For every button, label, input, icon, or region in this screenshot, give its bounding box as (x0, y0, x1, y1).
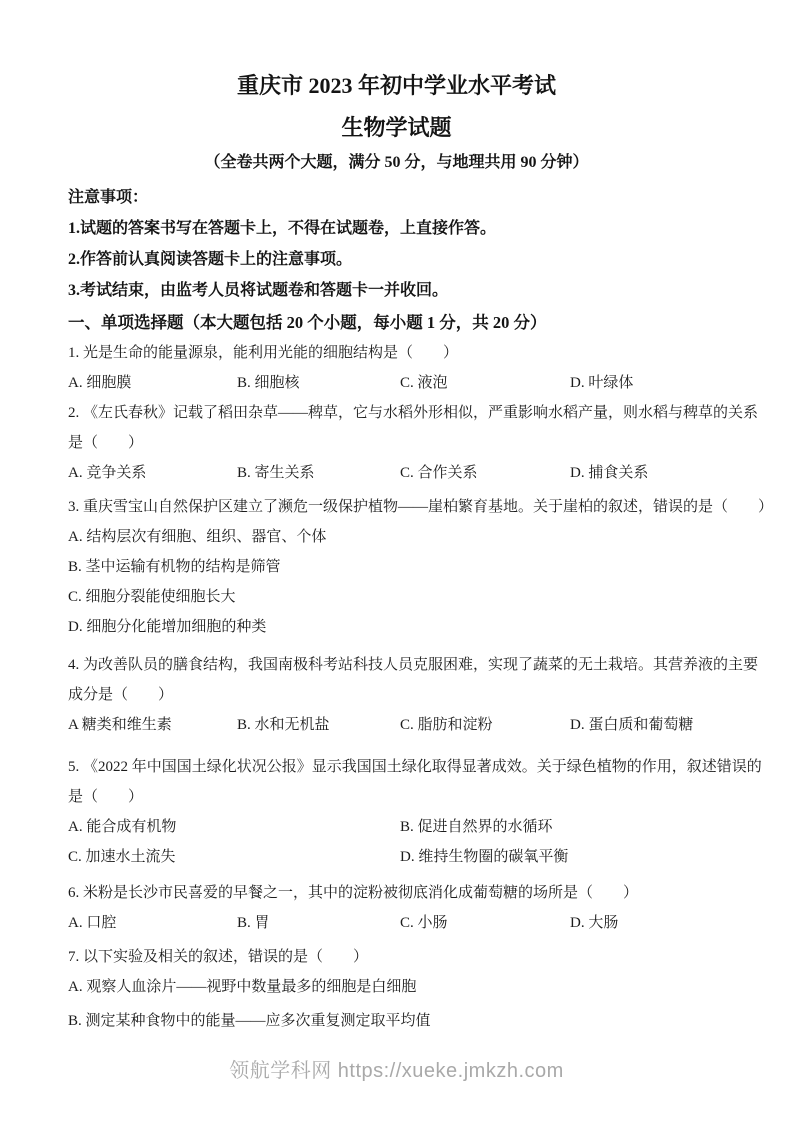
question-4-text-line-1: 4. 为改善队员的膳食结构，我国南极科考站科技人员克服困难，实现了蔬菜的无土栽培。其营养液的主要 (68, 657, 759, 673)
question-2-option-b: B. 寄生关系 (237, 465, 315, 481)
question-1-option-d: D. 叶绿体 (570, 375, 634, 391)
question-6-text: 6. 米粉是长沙市民喜爱的早餐之一，其中的淀粉被彻底消化成葡萄糖的场所是（ ） (68, 885, 639, 901)
question-4-option-a: A 糖类和维生素 (68, 717, 172, 733)
question-7-text: 7. 以下实验及相关的叙述，错误的是（ ） (68, 949, 369, 965)
question-1-option-a: A. 细胞膜 (68, 375, 132, 391)
question-7-option-b: B. 测定某种食物中的能量——应多次重复测定取平均值 (68, 1013, 431, 1029)
question-3-option-c: C. 细胞分裂能使细胞长大 (68, 589, 236, 605)
question-5-text-line-2: 是（ ） (68, 789, 144, 805)
question-4-option-d: D. 蛋白质和葡萄糖 (570, 717, 694, 733)
question-2-text-line-1: 2. 《左氏春秋》记载了稻田杂草——稗草，它与水稻外形相似，严重影响水稻产量，则水稻与稗草的关系 (68, 405, 759, 421)
question-2-option-d: D. 捕食关系 (570, 465, 649, 481)
question-1-options (68, 368, 733, 398)
question-1-text: 1. 光是生命的能量源泉，能利用光能的细胞结构是（ ） (68, 345, 459, 361)
question-2-option-c: C. 合作关系 (400, 465, 478, 481)
question-6-option-a: A. 口腔 (68, 915, 117, 931)
question-4-text-line-2: 成分是（ ） (68, 687, 174, 703)
notice-heading: 注意事项： (68, 189, 149, 206)
site-watermark: 领航学科网 https://xueke.jmkzh.com (229, 1060, 564, 1082)
question-5-option-d: D. 维持生物圈的碳氧平衡 (400, 849, 569, 865)
question-2-text-line-2: 是（ ） (68, 435, 144, 451)
exam-subject-title: 生物学试题 (341, 115, 452, 140)
question-1-option-c: C. 液泡 (400, 375, 448, 391)
question-6-option-b: B. 胃 (237, 915, 270, 931)
question-6-option-c: C. 小肠 (400, 915, 448, 931)
question-2-options (68, 458, 733, 488)
question-5-options-row-1 (68, 812, 733, 842)
question-5-option-c: C. 加速水土流失 (68, 849, 176, 865)
question-3-option-d: D. 细胞分化能增加细胞的种类 (68, 619, 267, 635)
question-5-option-a: A. 能合成有机物 (68, 819, 177, 835)
question-3-text: 3. 重庆雪宝山自然保护区建立了濒危一级保护植物——崖柏繁育基地。关于崖柏的叙述，错误的是（ ） (68, 499, 774, 515)
exam-title: 重庆市 2023 年初中学业水平考试 (236, 73, 556, 98)
question-1-option-b: B. 细胞核 (237, 375, 300, 391)
question-4-option-c: C. 脂肪和淀粉 (400, 717, 493, 733)
notice-item-2: 2.作答前认真阅读答题卡上的注意事项。 (68, 251, 353, 268)
question-6-options (68, 908, 733, 938)
question-4-option-b: B. 水和无机盐 (237, 717, 330, 733)
notice-item-3: 3.考试结束，由监考人员将试题卷和答题卡一并收回。 (68, 282, 449, 299)
question-5-option-b: B. 促进自然界的水循环 (400, 819, 553, 835)
question-3-option-b: B. 茎中运输有机物的结构是筛管 (68, 559, 281, 575)
section-1-heading: 一、单项选择题（本大题包括 20 个小题，每小题 1 分，共 20 分） (68, 313, 547, 332)
question-7-option-a: A. 观察人血涂片——视野中数量最多的细胞是白细胞 (68, 979, 417, 995)
question-5-text-line-1: 5. 《2022 年中国国土绿化状况公报》显示我国国土绿化取得显著成效。关于绿色植物的作用，叙述错误的 (68, 759, 762, 775)
question-5-options-row-2 (68, 842, 733, 872)
notice-item-1: 1.试题的答案书写在答题卡上，不得在试题卷，上直接作答。 (68, 220, 497, 237)
question-4-options (68, 710, 733, 740)
question-6-option-d: D. 大肠 (570, 915, 619, 931)
question-3-option-a: A. 结构层次有细胞、组织、器官、个体 (68, 529, 327, 545)
question-2-option-a: A. 竞争关系 (68, 465, 147, 481)
exam-meta-line: （全卷共两个大题，满分 50 分，与地理共用 90 分钟） (204, 154, 589, 171)
